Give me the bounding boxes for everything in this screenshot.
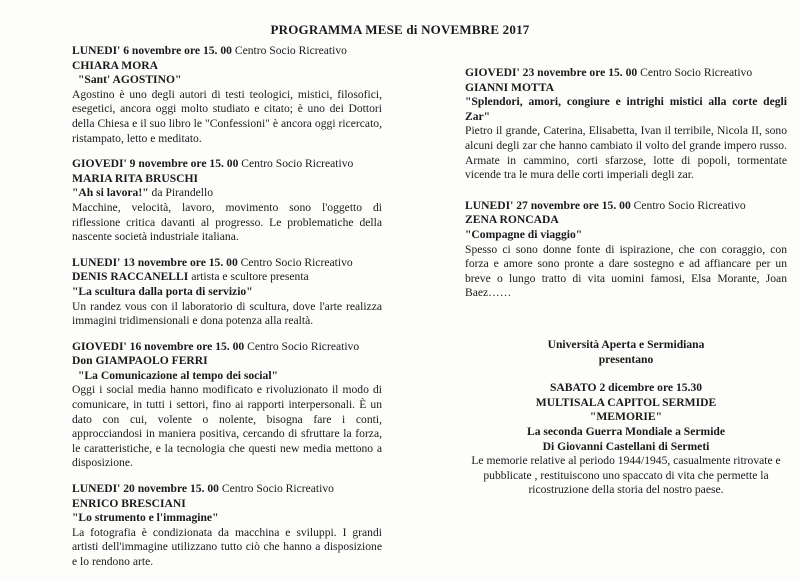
event-block xyxy=(465,66,787,183)
event-block xyxy=(72,256,382,329)
event-header xyxy=(465,199,787,214)
event-topic-extra: da Pirandello xyxy=(148,186,214,200)
event-description: Oggi i social media hanno modificato e rivoluzionato il modo di comunicare, in tutti i settori, fino ai rapporti interpersonali. È un dato con cui, volente o nolente, bisogna fare i conti, approcciandosi in maniera positiva, cercando di sfruttare la forza, le caratteristiche, e la tecnologia che questi new media mettono a disposizione. xyxy=(72,383,382,470)
event-day: LUNEDI' 27 novembre ore 15. 00 xyxy=(465,198,631,212)
event-place: Centro Socio Ricreativo xyxy=(633,198,746,212)
event-header xyxy=(465,66,787,81)
event-day: GIOVEDI' 23 novembre ore 15. 00 xyxy=(465,66,638,79)
event-day: LUNEDI' 20 novembre 15. 00 xyxy=(72,482,219,496)
left-column xyxy=(72,44,382,581)
event-header xyxy=(72,44,382,59)
event-topic: "Lo strumento e l'immagine" xyxy=(72,511,219,525)
event-topic-line xyxy=(72,73,382,88)
event-header xyxy=(72,340,382,355)
event-topic: "La Comunicazione al tempo dei social" xyxy=(78,368,278,382)
right-column xyxy=(465,66,787,312)
flyer-date: SABATO 2 dicembre ore 15.30 xyxy=(549,381,703,395)
event-place: Centro Socio Ricreativo xyxy=(640,66,753,79)
event-speaker-line xyxy=(72,497,382,512)
flyer-organizer: Università Aperta e Sermidiana xyxy=(547,338,705,351)
event-speaker-line xyxy=(72,270,382,285)
event-speaker: CHIARA MORA xyxy=(72,58,158,72)
flyer-block xyxy=(465,338,787,498)
event-block xyxy=(72,157,382,245)
event-topic: "Ah si lavora!" xyxy=(72,186,149,200)
event-topic: "Sant' AGOSTINO" xyxy=(78,73,182,87)
event-topic: "Compagne di viaggio" xyxy=(465,227,583,241)
event-speaker: ZENA RONCADA xyxy=(465,213,559,227)
event-speaker-line xyxy=(465,213,787,228)
event-topic-line xyxy=(72,369,382,384)
event-speaker-line xyxy=(465,81,787,96)
event-topic-line xyxy=(72,186,382,201)
flyer-description: Le memorie relative al periodo 1944/1945, casualmente ritrovate e pubblicate , restituiscono uno spaccato di vita che permette la ricostruzione della storia del nostro paese. xyxy=(471,454,781,497)
event-topic: "Splendori, amori, congiure e intrighi mistici alla corte degli Zar" xyxy=(465,95,787,123)
event-day: GIOVEDI' 16 novembre ore 15. 00 xyxy=(72,339,245,353)
event-speaker-extra: artista e scultore presenta xyxy=(188,270,309,284)
event-description: Pietro il grande, Caterina, Elisabetta, Ivan il terribile, Nicola II, sono alcuni degli zar che hanno cambiato il volto del grande impero russo. Armate in cammino, corti sfarzose, lotte di popoli, tormentate vicende tra le mura delle corti imperiali degli zar. xyxy=(465,124,787,182)
event-topic: "La scultura dalla porta di servizio" xyxy=(72,284,253,298)
event-topic-line xyxy=(72,511,382,526)
event-place: Centro Socio Ricreativo xyxy=(234,44,347,57)
page-title: PROGRAMMA MESE di NOVEMBRE 2017 xyxy=(270,22,530,37)
event-description: Macchine, velocità, lavoro, movimento sono l'oggetto di riflessione critica davanti al progresso. Le problematiche della nascente società industriale italiana. xyxy=(72,200,382,244)
flyer-author: Di Giovanni Castellani di Sermeti xyxy=(542,439,710,453)
event-description: Spesso ci sono donne fonte di ispirazione, che con coraggio, con forza e amore sono pronte a dare sostegno e ad affiancare per un breve o lungo tratto di vita uomini famosi, Elsa Morante, Joan Baez…… xyxy=(465,242,787,300)
event-speaker: Don GIAMPAOLO FERRI xyxy=(72,354,208,368)
flyer-spacer xyxy=(465,367,787,381)
event-speaker-line xyxy=(72,354,382,369)
event-day: LUNEDI' 6 novembre ore 15. 00 xyxy=(72,44,232,57)
event-topic-line xyxy=(465,228,787,243)
event-day: LUNEDI' 13 novembre ore 15. 00 xyxy=(72,255,238,269)
event-description: Un randez vous con il laboratorio di scultura, dove l'arte realizza immagini tridimensionali e dona potenza alla realtà. xyxy=(72,299,382,328)
event-header xyxy=(72,482,382,497)
event-day: GIOVEDI' 9 novembre ore 15. 00 xyxy=(72,157,239,171)
event-place: Centro Socio Ricreativo xyxy=(221,482,334,496)
event-topic-line xyxy=(465,95,787,124)
flyer-title: "MEMORIE" xyxy=(589,410,663,424)
event-speaker: GIANNI MOTTA xyxy=(465,80,554,94)
event-speaker: MARIA RITA BRUSCHI xyxy=(72,171,199,185)
flyer-subtitle: La seconda Guerra Mondiale a Sermide xyxy=(526,424,726,438)
event-speaker-line xyxy=(72,59,382,74)
event-block xyxy=(72,482,382,570)
event-header xyxy=(72,256,382,271)
event-place: Centro Socio Ricreativo xyxy=(241,157,354,171)
event-speaker: ENRICO BRESCIANI xyxy=(72,496,186,510)
event-speaker-line xyxy=(72,172,382,187)
flyer-presents: presentano xyxy=(598,352,654,366)
event-place: Centro Socio Ricreativo xyxy=(240,255,353,269)
event-block xyxy=(465,199,787,301)
event-place: Centro Socio Ricreativo xyxy=(247,339,360,353)
event-speaker: DENIS RACCANELLI xyxy=(72,270,189,284)
event-block xyxy=(72,44,382,146)
event-topic-line xyxy=(72,285,382,300)
event-block xyxy=(72,340,382,471)
event-description: Agostino è uno degli autori di testi teologici, mistici, filosofici, esegetici, ancora oggi molto studiato e citato; è uno dei Dottori della Chiesa e il suo libro le "Confessioni" è ancora oggi ricercato, ristampato, letto e meditato. xyxy=(72,87,382,145)
event-header xyxy=(72,157,382,172)
flyer-venue: MULTISALA CAPITOL SERMIDE xyxy=(535,395,717,409)
event-description: La fotografia è condizionata da macchina e sviluppi. I grandi artisti dell'immagine utilizzano tutto ciò che hanno a disposizione e lo rendono arte. xyxy=(72,525,382,568)
